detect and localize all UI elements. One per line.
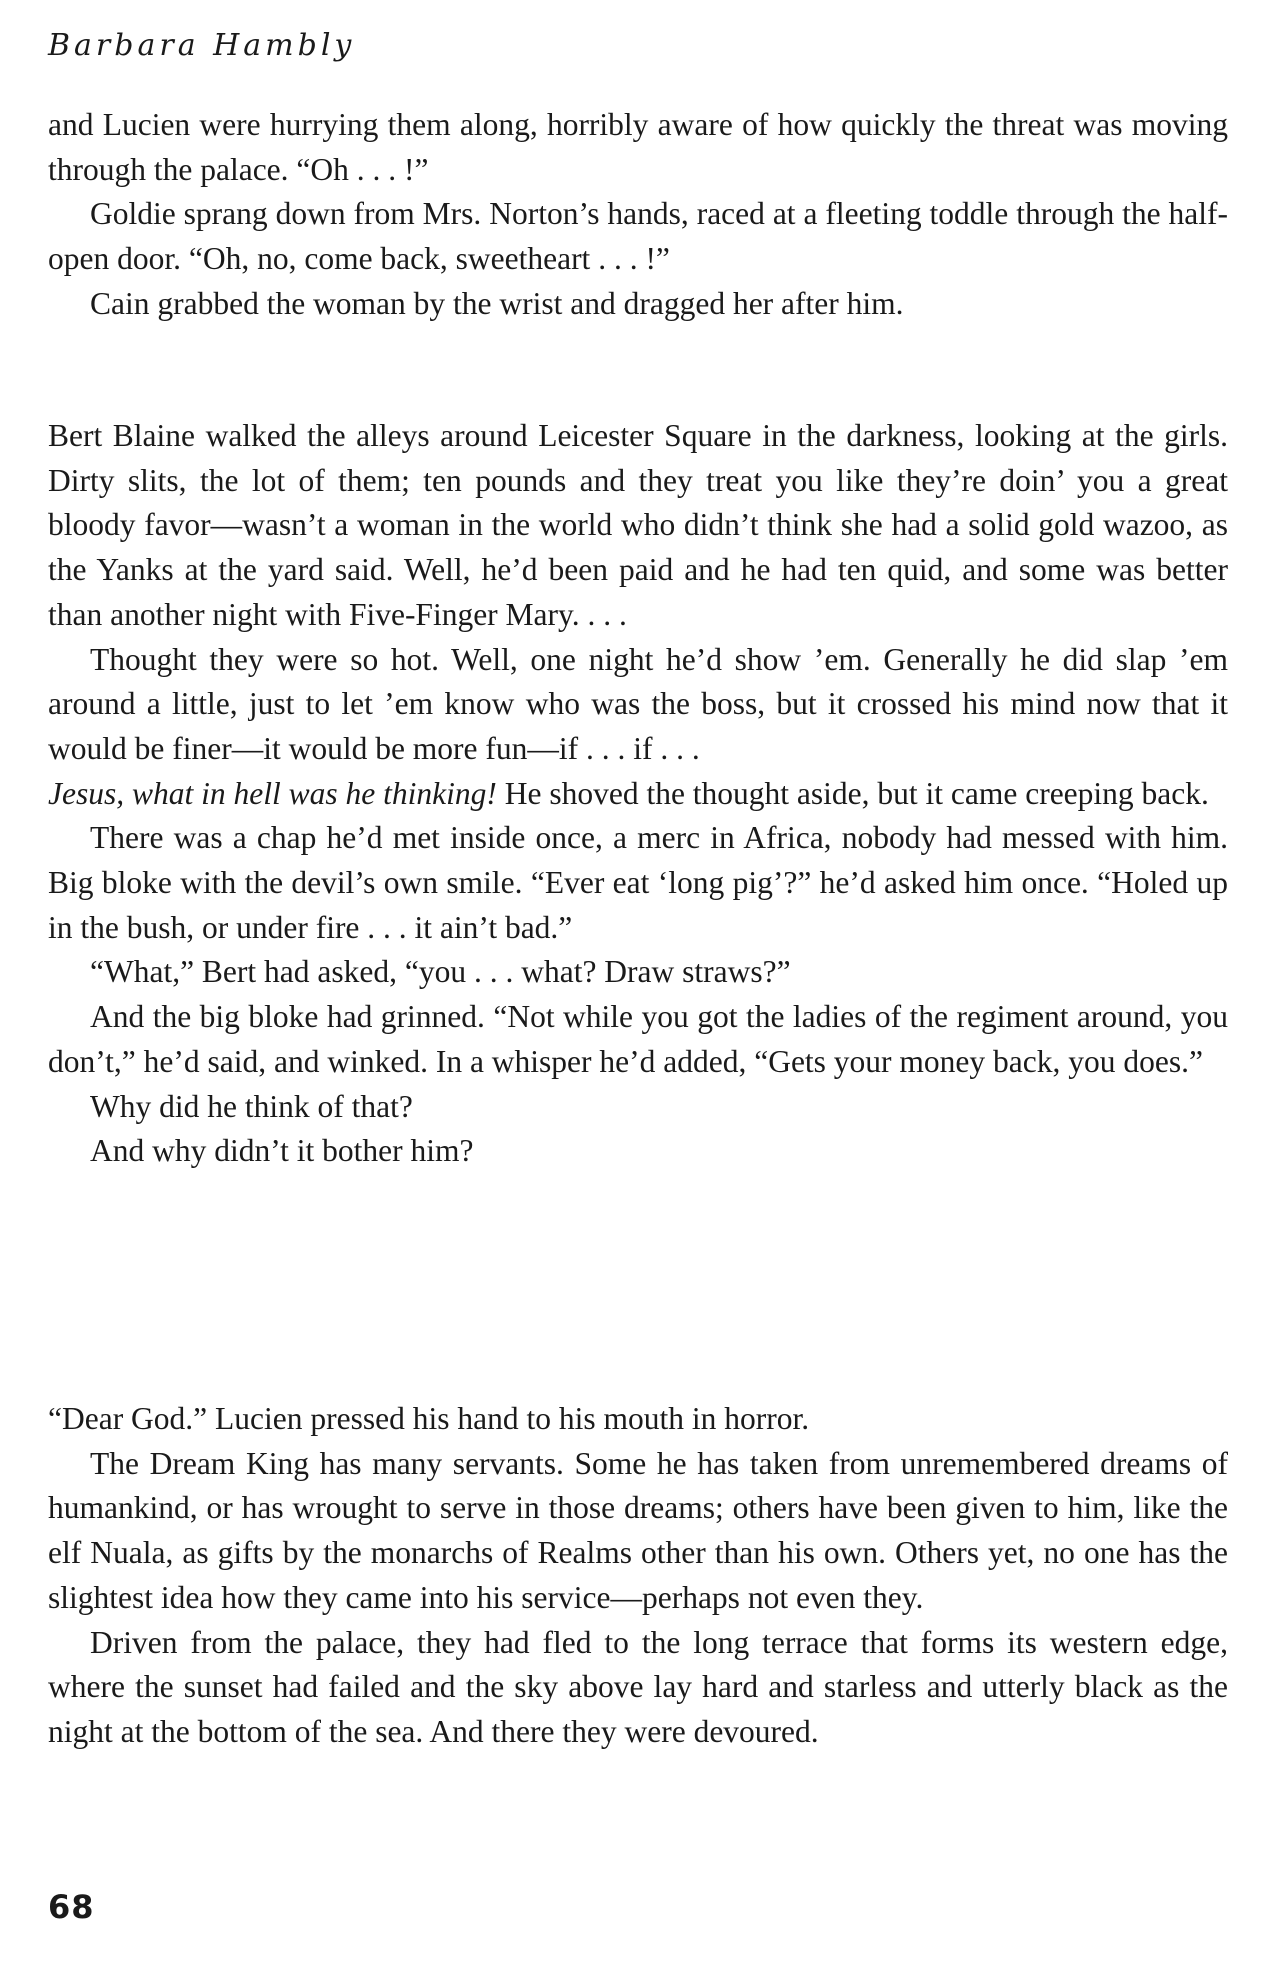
paragraph: Why did he think of that?	[90, 1088, 413, 1124]
paragraph: Cain grabbed the woman by the wrist and dragged her after him.	[90, 285, 904, 321]
paragraph: And the big bloke had grinned. “Not while you got the ladies of the regiment around, you don’t,” he’d said, and winked. In a whisper he’d added, “Gets your money back, you does.”	[48, 999, 1228, 1079]
section-1	[48, 103, 1228, 327]
section-3	[48, 1397, 1228, 1755]
italic-thought: Jesus, what in hell was he thinking!	[48, 775, 497, 811]
page-number: 68	[48, 1888, 95, 1926]
paragraph: and Lucien were hurrying them along, horribly aware of how quickly the threat was moving through the palace. “Oh . . . !”	[48, 107, 1228, 187]
paragraph: Goldie sprang down from Mrs. Norton’s hands, raced at a fleeting toddle through the half-open door. “Oh, no, come back, sweetheart . . . !”	[48, 196, 1228, 277]
running-head-author: Barbara Hambly	[48, 28, 356, 63]
paragraph: “What,” Bert had asked, “you . . . what? Draw straws?”	[90, 954, 791, 990]
paragraph: Driven from the palace, they had fled to the long terrace that forms its western edge, where the sunset had failed and the sky above lay hard and starless and utterly black as the night at the bottom of the sea. And there they were devoured.	[48, 1624, 1228, 1749]
section-2	[48, 414, 1228, 1174]
paragraph	[48, 772, 1228, 817]
paragraph: Thought they were so hot. Well, one night he’d show ’em. Generally he did slap ’em around a little, just to let ’em know who was the boss, but it crossed his mind now that it would be finer—it would be more fun—if . . . if . . .	[48, 641, 1228, 766]
paragraph: “Dear God.” Lucien pressed his hand to his mouth in horror.	[48, 1401, 810, 1436]
paragraph-continuation: He shoved the thought aside, but it came creeping back.	[496, 775, 1209, 811]
paragraph: Bert Blaine walked the alleys around Leicester Square in the darkness, looking at the girls. Dirty slits, the lot of them; ten pounds and they treat you like they’re doin’ you a great bloody favor—wasn’t a woman in the world who didn’t think she had a solid gold wazoo, as the Yanks at the yard said. Well, he’d been paid and he had ten quid, and some was better than another night with Five-Finger Mary. . . .	[48, 418, 1228, 632]
paragraph: There was a chap he’d met inside once, a merc in Africa, nobody had messed with him. Big bloke with the devil’s own smile. “Ever eat ‘long pig’?” he’d asked him once. “Holed up in the bush, or under fire . . . it ain’t bad.”	[48, 820, 1228, 945]
paragraph: And why didn’t it bother him?	[90, 1133, 474, 1169]
paragraph: The Dream King has many servants. Some he has taken from unremembered dreams of humankind, or has wrought to serve in those dreams; others have been given to him, like the elf Nuala, as gifts by the monarchs of Realms other than his own. Others yet, no one has the slightest idea how they came into his service—perhaps not even they.	[48, 1445, 1228, 1615]
